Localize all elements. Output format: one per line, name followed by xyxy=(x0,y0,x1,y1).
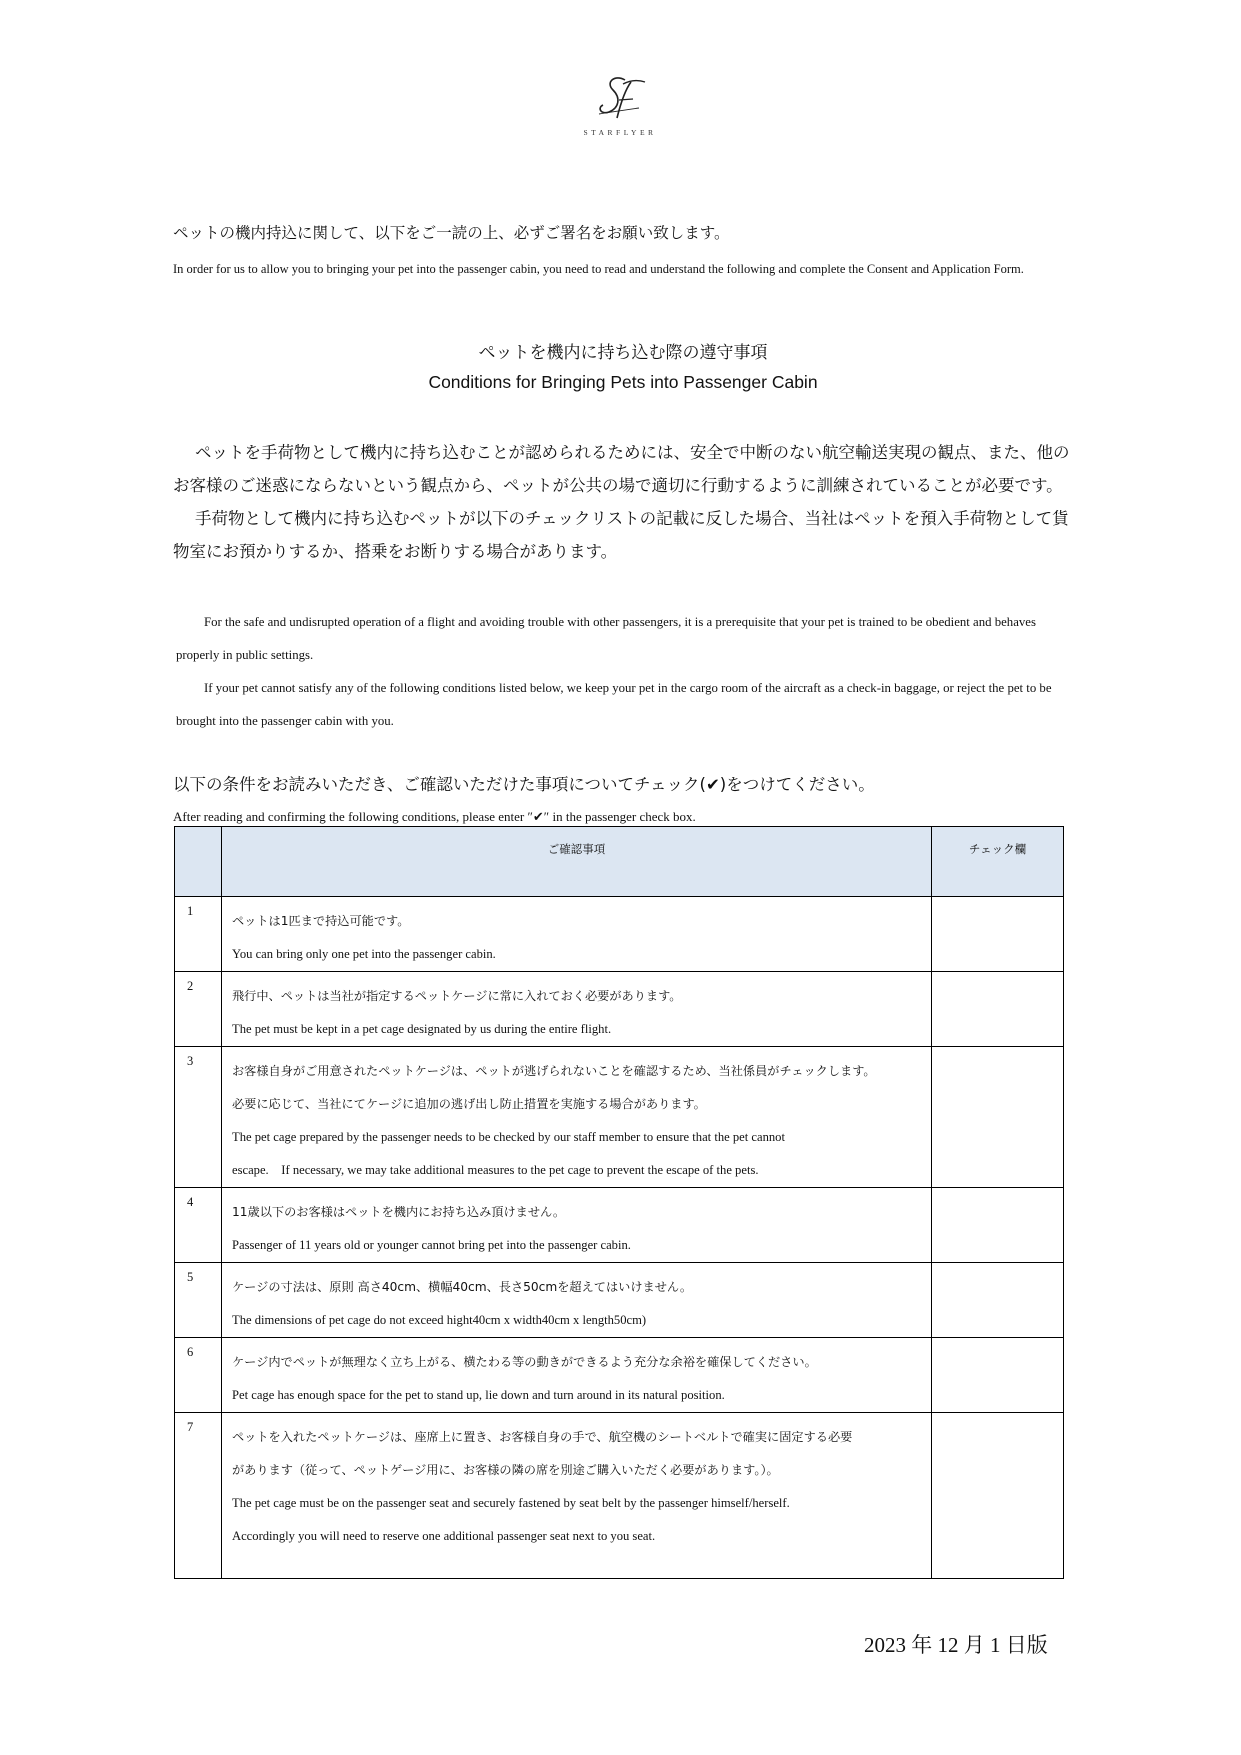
header-number xyxy=(175,827,222,897)
condition-line: 必要に応じて、当社にてケージに追加の逃げ出し防止措置を実施する場合があります。 xyxy=(232,1097,706,1111)
sf-monogram-icon xyxy=(591,72,649,124)
page-title-english: Conditions for Bringing Pets into Passenger Cabin xyxy=(428,372,818,392)
body-english xyxy=(176,606,1081,738)
passenger-check-box[interactable] xyxy=(932,897,1064,972)
body-paragraph: If your pet cannot satisfy any of the following conditions listed below, we keep your pet in the cargo room of the aircraft as a check-in baggage, or reject the pet to be brought into the passenger cabin with you. xyxy=(176,681,1052,728)
row-number: 5 xyxy=(175,1263,222,1338)
header-check-column: チェック欄 xyxy=(932,827,1064,897)
table-row xyxy=(175,1263,1064,1338)
body-paragraph: For the safe and undisrupted operation of a flight and avoiding trouble with other passengers, it is a prerequisite that your pet is trained to be obedient and behaves properly in public settings. xyxy=(176,615,1036,662)
passenger-check-box[interactable] xyxy=(932,1047,1064,1188)
row-number: 2 xyxy=(175,972,222,1047)
body-japanese xyxy=(173,436,1078,568)
table-header-row xyxy=(175,827,1064,897)
body-paragraph: ペットを手荷物として機内に持ち込むことが認められるためには、安全で中断のない航空輸送実現の観点、また、他のお客様のご迷惑にならないという観点から、ペットが公共の場で適切に行動するように訓練されていることが必要です。 xyxy=(173,443,1070,495)
row-number: 7 xyxy=(175,1413,222,1579)
condition-text xyxy=(222,1047,932,1188)
passenger-check-box[interactable] xyxy=(932,1413,1064,1579)
passenger-check-box[interactable] xyxy=(932,1338,1064,1413)
table-row xyxy=(175,1047,1064,1188)
header-confirmation-items: ご確認事項 xyxy=(222,827,932,897)
condition-line: The pet cage prepared by the passenger needs to be checked by our staff member to ensure that the pet cannot xyxy=(232,1130,785,1144)
condition-line: ペットは1匹まで持込可能です。 xyxy=(232,914,410,928)
table-row xyxy=(175,972,1064,1047)
passenger-check-box[interactable] xyxy=(932,1263,1064,1338)
row-number: 3 xyxy=(175,1047,222,1188)
table-row xyxy=(175,897,1064,972)
condition-line: Accordingly you will need to reserve one additional passenger seat next to you seat. xyxy=(232,1529,656,1543)
row-number: 4 xyxy=(175,1188,222,1263)
edition-date: 2023 年 12 月 1 日版 xyxy=(864,1633,1048,1657)
condition-text xyxy=(222,897,932,972)
condition-text xyxy=(222,1338,932,1413)
condition-line: ケージの寸法は、原則 高さ40cm、横幅40cm、長さ50cmを超えてはいけません。 xyxy=(232,1280,693,1294)
intro-japanese: ペットの機内持込に関して、以下をご一読の上、必ずご署名をお願い致します。 xyxy=(173,224,730,242)
passenger-check-box[interactable] xyxy=(932,1188,1064,1263)
conditions-instruction-japanese: 以下の条件をお読みいただき、ご確認いただけた事項についてチェック(✔)をつけてください。 xyxy=(173,775,875,794)
condition-text xyxy=(222,972,932,1047)
conditions-checklist-table xyxy=(174,826,1064,1579)
table-row xyxy=(175,1338,1064,1413)
condition-line: You can bring only one pet into the passenger cabin. xyxy=(232,947,496,961)
passenger-check-box[interactable] xyxy=(932,972,1064,1047)
intro-english: In order for us to allow you to bringing your pet into the passenger cabin, you need to read and understand the following and complete the Consent and Application Form. xyxy=(173,262,1024,276)
condition-line: escape. If necessary, we may take additional measures to the pet cage to prevent the escape of the pets. xyxy=(232,1163,759,1177)
starflyer-logo xyxy=(570,72,670,137)
condition-text xyxy=(222,1413,932,1579)
row-number: 1 xyxy=(175,897,222,972)
condition-line: ケージ内でペットが無理なく立ち上がる、横たわる等の動きができるよう充分な余裕を確保してください。 xyxy=(232,1355,817,1369)
conditions-instruction-english: After reading and confirming the following conditions, please enter ″✔″ in the passenger check box. xyxy=(173,809,696,824)
condition-text xyxy=(222,1188,932,1263)
logo-wordmark: STARFLYER xyxy=(583,128,657,137)
body-paragraph: 手荷物として機内に持ち込むペットが以下のチェックリストの記載に反した場合、当社はペットを預入手荷物として貨物室にお預かりするか、搭乗をお断りする場合があります。 xyxy=(173,509,1069,561)
table-row xyxy=(175,1413,1064,1579)
condition-line: The pet cage must be on the passenger seat and securely fastened by seat belt by the passenger himself/herself. xyxy=(232,1496,790,1510)
condition-line: ペットを入れたペットケージは、座席上に置き、お客様自身の手で、航空機のシートベルトで確実に固定する必要 xyxy=(232,1430,853,1444)
page-title-japanese: ペットを機内に持ち込む際の遵守事項 xyxy=(478,343,768,363)
condition-line: The dimensions of pet cage do not exceed hight40cm x width40cm x length50cm) xyxy=(232,1313,647,1327)
condition-line: Passenger of 11 years old or younger cannot bring pet into the passenger cabin. xyxy=(232,1238,631,1252)
condition-text xyxy=(222,1263,932,1338)
row-number: 6 xyxy=(175,1338,222,1413)
condition-line: Pet cage has enough space for the pet to stand up, lie down and turn around in its natural position. xyxy=(232,1388,725,1402)
condition-line: The pet must be kept in a pet cage designated by us during the entire flight. xyxy=(232,1022,612,1036)
condition-line: があります（従って、ペットゲージ用に、お客様の隣の席を別途ご購入いただく必要があります。）。 xyxy=(232,1463,779,1477)
condition-line: 11歳以下のお客様はペットを機内にお持ち込み頂けません。 xyxy=(232,1205,566,1219)
condition-line: 飛行中、ペットは当社が指定するペットケージに常に入れておく必要があります。 xyxy=(232,989,682,1003)
table-row xyxy=(175,1188,1064,1263)
condition-line: お客様自身がご用意されたペットケージは、ペットが逃げられないことを確認するため、当社係員がチェックします。 xyxy=(232,1064,876,1078)
